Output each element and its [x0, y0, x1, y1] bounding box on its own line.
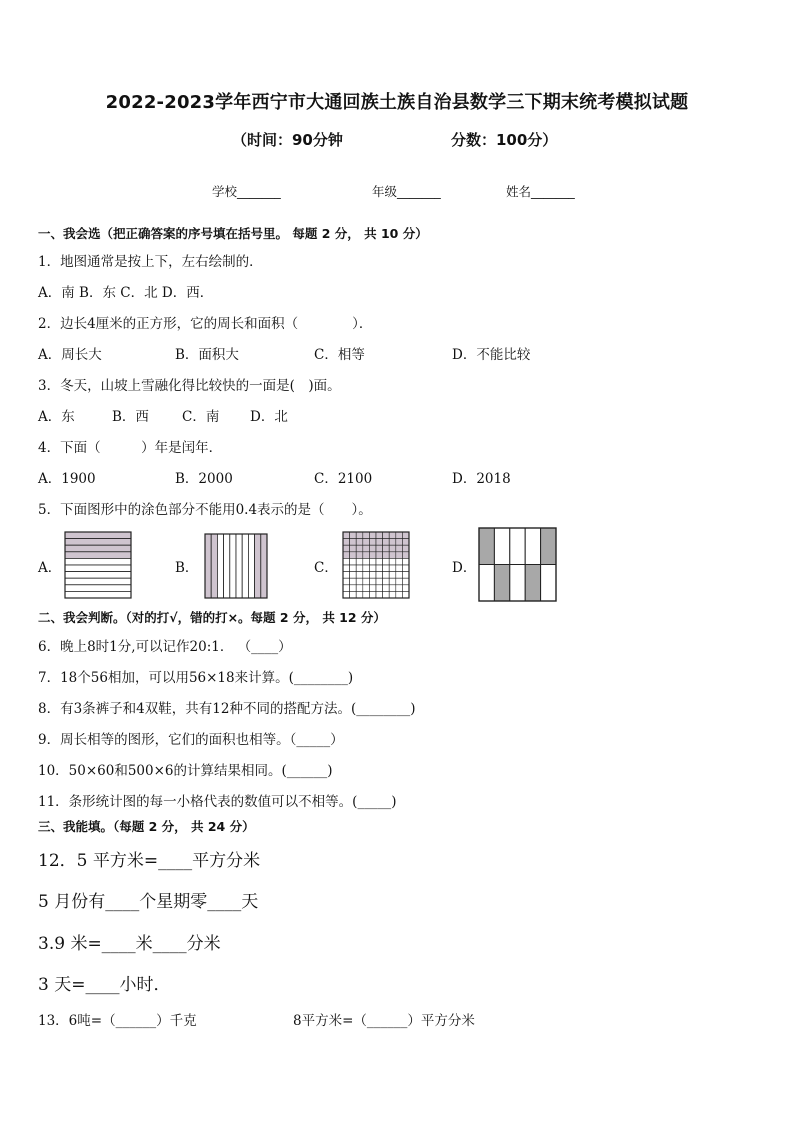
grid-cell [350, 585, 357, 592]
q1-options: A．南 B．东 C．北 D．西． [38, 285, 214, 301]
grid-cell [356, 545, 363, 552]
grid-cell [356, 565, 363, 572]
grid-cell [369, 578, 376, 585]
q12-line4: 3 天=____小时． [38, 975, 171, 995]
grid-cell [376, 565, 383, 572]
grid-cell [356, 578, 363, 585]
grid-cell [383, 558, 390, 565]
exam-time: （时间：90分钟 [232, 131, 343, 149]
q3-option-d: D．北 [250, 409, 288, 425]
q5-label-a: A． [38, 560, 62, 576]
grid-cell [389, 578, 396, 585]
grid-cell [376, 558, 383, 565]
q3-option-c: C．南 [182, 409, 220, 425]
grid-cell [350, 532, 357, 539]
grid-cell [343, 565, 350, 572]
q5-figure-c [342, 531, 410, 599]
grid-cell [396, 578, 403, 585]
exam-score: 分数：100分） [451, 131, 558, 149]
grid-cell [383, 552, 390, 559]
grid-cell [369, 532, 376, 539]
grid-cell [376, 539, 383, 546]
stripe-cell [65, 552, 131, 559]
stripe-cell [65, 565, 131, 572]
grid-cell [343, 545, 350, 552]
grid-cell [343, 585, 350, 592]
name-field: 姓名_______ [506, 184, 575, 199]
grid-cell [356, 572, 363, 579]
section1-heading: 一、我会选（把正确答案的序号填在括号里。 每题 2 分， 共 10 分） [38, 226, 428, 241]
grid-cell [376, 585, 383, 592]
grid-cell [343, 539, 350, 546]
grid-cell [376, 552, 383, 559]
grid-cell [356, 532, 363, 539]
grid-cell [383, 545, 390, 552]
grid-cell [363, 585, 370, 592]
q4-option-d: D．2018 [452, 471, 511, 487]
q3-option-b: B．西 [112, 409, 149, 425]
grid-cell [369, 591, 376, 598]
grid-cell [383, 591, 390, 598]
q10-text: 10．50×60和500×6的计算结果相同。(______) [38, 763, 333, 779]
grid-cell [363, 532, 370, 539]
page-title: 2022-2023学年西宁市大通回族土族自治县数学三下期末统考模拟试题 [105, 92, 689, 113]
q12-line2: 5 月份有____个星期零____天 [38, 892, 259, 912]
grid-cell [376, 591, 383, 598]
section2-heading: 二、我会判断。（对的打√，错的打×。每题 2 分， 共 12 分） [38, 610, 386, 625]
stripe-cell [65, 539, 131, 546]
grid-cell [383, 565, 390, 572]
grid-cell [383, 578, 390, 585]
grid-cell [363, 591, 370, 598]
grid-cell [376, 572, 383, 579]
q5-label-d: D． [452, 560, 477, 576]
q12-line1: 12．5 平方米=____平方分米 [38, 851, 261, 871]
q8-text: 8．有3条裤子和4双鞋，共有12种不同的搭配方法。(________) [38, 701, 416, 717]
grid-cell [350, 552, 357, 559]
grid-cell [383, 539, 390, 546]
grid-cell [510, 565, 525, 602]
grid-cell [363, 545, 370, 552]
grid-cell [389, 572, 396, 579]
grid-cell [479, 565, 494, 602]
grid-cell [343, 532, 350, 539]
stripe-cell [230, 534, 236, 598]
stripe-cell [242, 534, 248, 598]
grid-cell [389, 552, 396, 559]
grid-cell [389, 539, 396, 546]
q13-part1: 13．6吨=（______）千克 [38, 1013, 197, 1029]
grid-cell [494, 528, 509, 565]
stripe-cell [255, 534, 261, 598]
stripe-cell [224, 534, 230, 598]
grid-cell [369, 539, 376, 546]
grid-cell [350, 545, 357, 552]
grid-cell [350, 539, 357, 546]
grid-cell [363, 578, 370, 585]
stripe-cell [65, 578, 131, 585]
grid-cell [396, 572, 403, 579]
grid-cell [356, 591, 363, 598]
grid-cell [389, 532, 396, 539]
grid-cell [369, 558, 376, 565]
grid-cell [356, 539, 363, 546]
grid-cell [402, 591, 409, 598]
stripe-cell [65, 591, 131, 598]
grid-cell [389, 585, 396, 592]
stripe-cell [261, 534, 267, 598]
stripe-cell [205, 534, 211, 598]
grid-cell [350, 558, 357, 565]
q5-label-b: B． [175, 560, 199, 576]
stripe-cell [65, 558, 131, 565]
grid-cell [383, 585, 390, 592]
grid-cell [402, 572, 409, 579]
grid-cell [343, 578, 350, 585]
grid-cell [402, 545, 409, 552]
grid-cell [396, 565, 403, 572]
q4-text: 4．下面（ ）年是闰年． [38, 440, 223, 456]
q1-text: 1．地图通常是按上下，左右绘制的． [38, 254, 263, 270]
grid-cell [356, 552, 363, 559]
q2-option-a: A．周长大 [38, 347, 102, 363]
stripe-cell [211, 534, 217, 598]
grid-cell [479, 528, 494, 565]
grid-cell [343, 591, 350, 598]
q2-option-c: C．相等 [314, 347, 365, 363]
grid-cell [402, 565, 409, 572]
grid-cell [363, 558, 370, 565]
q5-figure-d [478, 527, 558, 603]
grid-cell [343, 552, 350, 559]
q4-option-c: C．2100 [314, 471, 373, 487]
grid-cell [389, 545, 396, 552]
q3-option-a: A．东 [38, 409, 75, 425]
grid-cell [402, 558, 409, 565]
stripe-cell [65, 585, 131, 592]
grid-cell [396, 591, 403, 598]
grid-cell [363, 572, 370, 579]
grid-cell [396, 558, 403, 565]
grid-cell [402, 578, 409, 585]
grid-cell [402, 552, 409, 559]
grid-cell [363, 539, 370, 546]
q2-option-b: B．面积大 [175, 347, 239, 363]
q5-figure-b [204, 533, 268, 599]
grid-cell [343, 572, 350, 579]
q11-text: 11．条形统计图的每一小格代表的数值可以不相等。(_____) [38, 794, 397, 810]
stripe-cell [65, 545, 131, 552]
grid-cell [396, 545, 403, 552]
q3-text: 3．冬天，山坡上雪融化得比较快的一面是( )面。 [38, 378, 341, 394]
grid-cell [350, 572, 357, 579]
grid-cell [402, 585, 409, 592]
grid-cell [369, 572, 376, 579]
grid-cell [369, 545, 376, 552]
stripe-cell [248, 534, 254, 598]
grid-cell [541, 565, 556, 602]
grid-cell [510, 528, 525, 565]
grid-cell [343, 558, 350, 565]
grid-cell [356, 585, 363, 592]
grid-cell [396, 532, 403, 539]
grid-cell [525, 528, 540, 565]
grid-cell [389, 558, 396, 565]
q5-label-c: C． [314, 560, 338, 576]
school-field: 学校_______ [212, 184, 281, 199]
grid-cell [376, 578, 383, 585]
grid-cell [396, 585, 403, 592]
grid-cell [525, 565, 540, 602]
q2-option-d: D．不能比较 [452, 347, 531, 363]
grid-cell [376, 532, 383, 539]
grid-cell [369, 565, 376, 572]
stripe-cell [236, 534, 242, 598]
grid-cell [350, 591, 357, 598]
stripe-cell [217, 534, 223, 598]
q5-text: 5．下面图形中的涂色部分不能用0.4表示的是（ ）。 [38, 502, 372, 518]
q7-text: 7．18个56相加，可以用56×18来计算。(________) [38, 670, 354, 686]
grid-cell [383, 532, 390, 539]
grid-cell [363, 565, 370, 572]
grid-cell [363, 552, 370, 559]
grid-cell [350, 565, 357, 572]
stripe-cell [65, 532, 131, 539]
q13-part2: 8平方米=（______）平方分米 [293, 1013, 475, 1029]
grid-cell [369, 585, 376, 592]
q6-text: 6．晚上8时1分,可以记作20:1． （____） [38, 639, 292, 655]
grid-cell [494, 565, 509, 602]
q12-line3: 3.9 米=____米____分米 [38, 934, 221, 954]
grid-cell [402, 539, 409, 546]
section3-heading: 三、我能填。（每题 2 分， 共 24 分） [38, 819, 255, 834]
grid-cell [402, 532, 409, 539]
q5-figure-a [64, 531, 132, 599]
grid-cell [389, 565, 396, 572]
grid-cell [396, 539, 403, 546]
q4-option-a: A．1900 [38, 471, 96, 487]
q9-text: 9．周长相等的图形，它们的面积也相等。（_____） [38, 732, 344, 748]
q4-option-b: B．2000 [175, 471, 233, 487]
grid-cell [369, 552, 376, 559]
grid-cell [350, 578, 357, 585]
grade-field: 年级_______ [372, 184, 441, 199]
grid-cell [389, 591, 396, 598]
grid-cell [356, 558, 363, 565]
grid-cell [383, 572, 390, 579]
grid-cell [376, 545, 383, 552]
grid-cell [541, 528, 556, 565]
grid-cell [396, 552, 403, 559]
q2-text: 2．边长4厘米的正方形，它的周长和面积（ ）． [38, 316, 373, 332]
stripe-cell [65, 572, 131, 579]
